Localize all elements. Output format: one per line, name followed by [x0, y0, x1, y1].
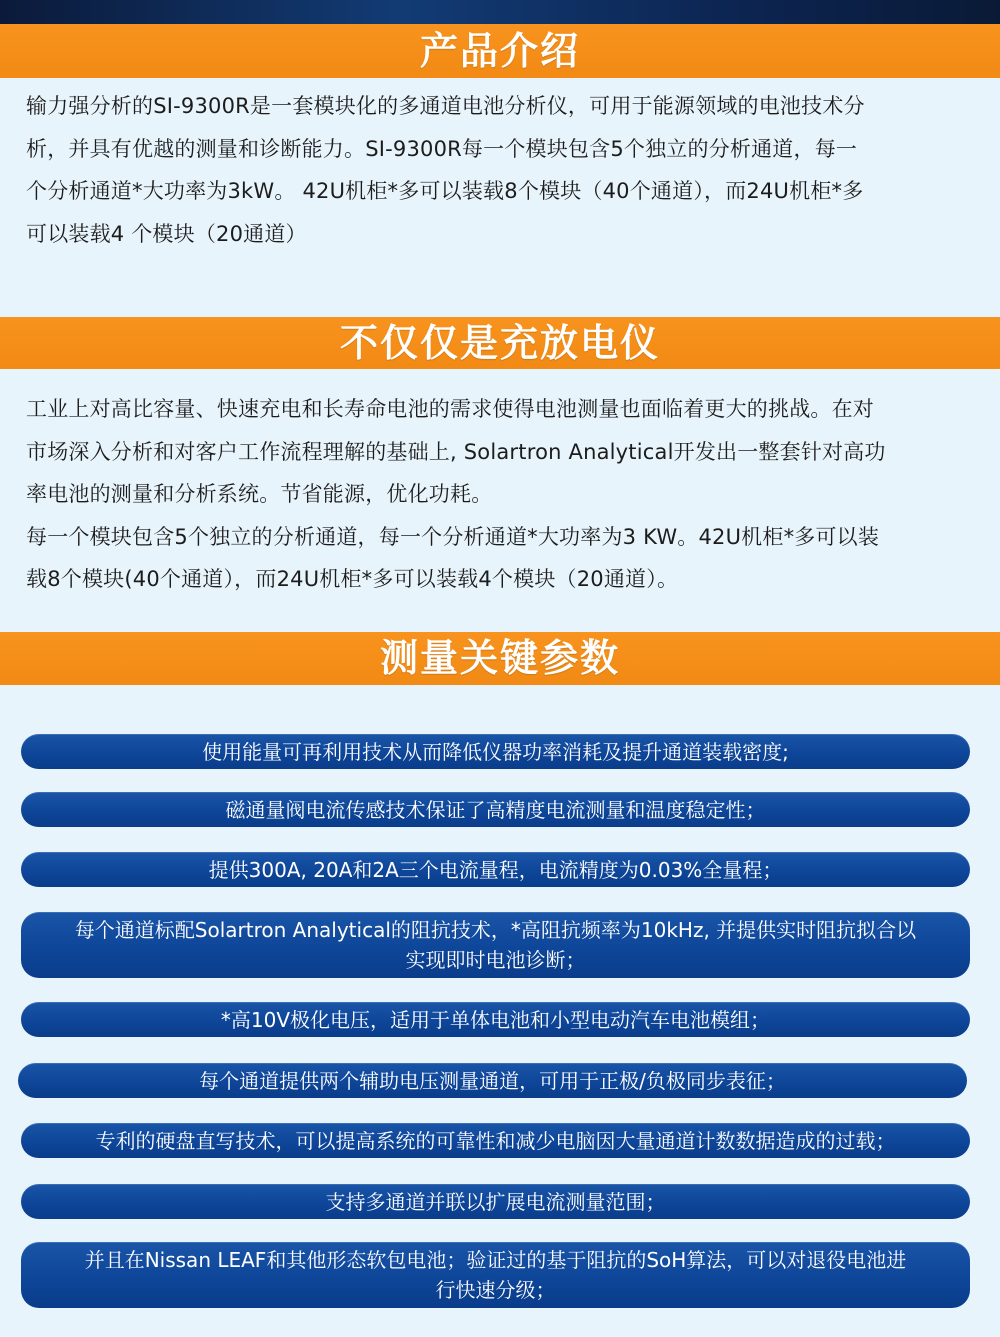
param-item	[21, 1242, 970, 1308]
param-text: 磁通量阀电流传感技术保证了高精度电流测量和温度稳定性；	[225, 797, 766, 822]
param-item	[21, 1123, 970, 1158]
intro-line: 析，并具有优越的测量和诊断能力。SI-9300R每一个模块包含5个独立的分析通道，每一	[26, 136, 858, 161]
param-item	[21, 1002, 970, 1037]
more-line: 每一个模块包含5个独立的分析通道，每一个分析通道*大功率为3 KW。42U机柜*多可以装	[26, 524, 880, 549]
param-item	[21, 792, 970, 827]
param-text: 提供300A, 20A和2A三个电流量程，电流精度为0.03%全量程；	[208, 857, 783, 882]
intro-paragraph	[26, 85, 981, 255]
param-item	[21, 1184, 970, 1219]
param-text: *高10V极化电压，适用于单体电池和小型电动汽车电池模组；	[220, 1007, 771, 1032]
header-strip	[0, 0, 1000, 24]
param-item	[21, 852, 970, 887]
intro-line: 个分析通道*大功率为3kW。 42U机柜*多可以装载8个模块（40个通道），而24U机柜*多	[26, 179, 864, 203]
param-item	[21, 734, 970, 769]
param-text: 使用能量可再利用技术从而降低仪器功率消耗及提升通道装载密度;	[202, 739, 789, 764]
param-text: 每个通道标配Solartron Analytical的阻抗技术，*高阻抗频率为10kHz, 并提供实时阻抗拟合以	[74, 918, 917, 942]
param-text: 专利的硬盘直写技术，可以提高系统的可靠性和减少电脑因大量通道计数数据造成的过载；	[95, 1128, 896, 1153]
param-item	[21, 912, 970, 978]
section-title-more: 不仅仅是充放电仪	[0, 317, 1000, 369]
more-line: 载8个模块(40个通道），而24U机柜*多可以装载4个模块（20通道）。	[26, 567, 679, 591]
more-line: 市场深入分析和对客户工作流程理解的基础上, Solartron Analytical开发出一整套针对高功	[26, 439, 886, 464]
param-text: 支持多通道并联以扩展电流测量范围；	[325, 1189, 666, 1214]
more-paragraph	[26, 388, 981, 601]
param-item	[18, 1063, 967, 1098]
more-line: 工业上对高比容量、快速充电和长寿命电池的需求使得电池测量也面临着更大的挑战。在对	[26, 397, 874, 421]
param-text: 每个通道提供两个辅助电压测量通道，可用于正极/负极同步表征；	[199, 1068, 786, 1093]
section-title-params: 测量关键参数	[0, 632, 1000, 685]
intro-line: 可以装载4 个模块（20通道）	[26, 221, 307, 246]
intro-line: 输力强分析的SI-9300R是一套模块化的多通道电池分析仪，可用于能源领域的电池技术分	[26, 94, 865, 118]
more-line: 率电池的测量和分析系统。节省能源，优化功耗。	[26, 482, 493, 506]
param-text: 实现即时电池诊断；	[405, 948, 586, 972]
param-text: 并且在Nissan LEAF和其他形态软包电池；验证过的基于阻抗的SoH算法，可以对退役电池进	[84, 1248, 907, 1272]
section-title-intro: 产品介绍	[0, 24, 1000, 78]
param-text: 行快速分级；	[435, 1278, 556, 1302]
